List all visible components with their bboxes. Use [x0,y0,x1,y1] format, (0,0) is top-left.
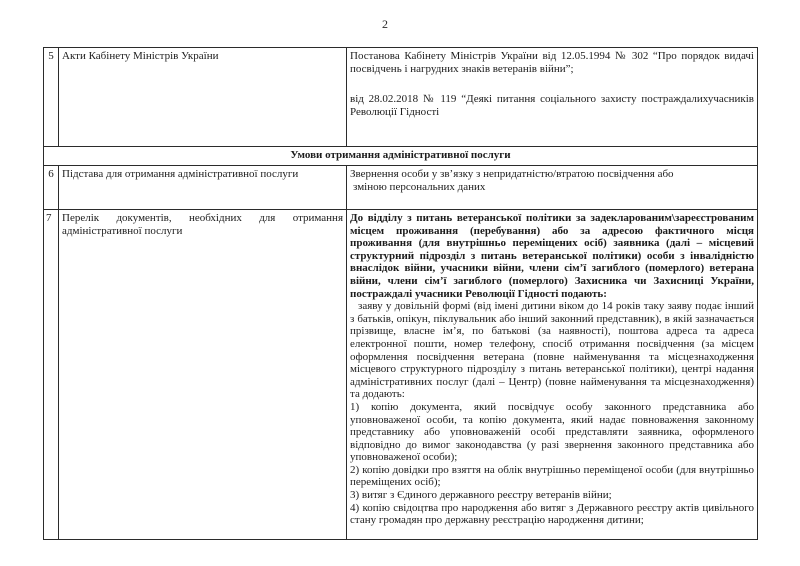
row7-label-cell [59,210,347,540]
row7-item-4: 4) копію свідоцтва про народження або витяг з Державного реєстру актів цивільного стану громадян про державну реєстрацію народження дитини; [350,501,754,527]
row7-application-paragraph: заяву у довільній формі (від імені дитини віком до 14 років таку заяву подає інший з батьків, опікун, піклувальник або інший законний представник), в якій зазначається прізвище, власне ім’я, по батькові (за наявності), поштова адреса та адреса електронної пошти, номер телефону, спосіб отримання посвідчення (за місцем оформлення посвідчення ветерана (повне найменування та місцезнаходження місцевого структурного підрозділу з питань ветеранської політики), центрі надання адміністративних послуг (далі – Центр) (повне найменування та місцезнаходження) та додають: [350,300,754,401]
row6-line-2: зміною персональних даних [353,180,486,193]
section-header-row [44,147,758,166]
row7-item-2: 2) копію довідки про взяття на облік внутрішньо переміщеної особи (для внутрішньо переміщених осіб); [350,463,754,489]
row7-label: Перелік документів, необхідних для отримання адміністративної послуги [62,212,343,237]
row5-number-cell: 5 [44,48,59,147]
section-header: Умови отримання адміністративної послуги [44,147,758,166]
row5-label: Акти Кабінету Міністрів України [62,50,219,62]
row7-item-1: 1) копію документа, який посвідчує особу законного представника або уповноваженої особи, та копію документа, який надає повноваження законному представнику або уповноваженій особі представляти заявника, оформленого відповідно до вимог законодавства (у разі звернення законного представника або уповноваженої особи); [350,400,754,464]
row7-bold-intro: До відділу з питань ветеранської політики за задекларованим\зареєстрованим місцем проживання (перебування) або за адресою фактичного місця проживання (для внутрішньо переміщених осіб) заявника (далі – місцевий структурний підрозділ з питань ветеранської політики) особи з інвалідністю внаслідок війни, учасники війни, члени сім’ї загиблого (померлого) ветерана війни, члени сім’ї загиблого (померлого) Захисника чи Захисниці України, постраждалі учасники Революції Гідності подають: [350,212,754,300]
row6-content-cell [347,166,758,210]
table-row-7 [44,210,758,540]
row7-content-cell [347,210,758,540]
table-row-6 [44,166,758,210]
table-row-5 [44,48,758,147]
row5-paragraph-2: від 28.02.2018 № 119 “Деякі питання соціального захисту постраждалихучасників Революції Гідності [350,93,754,118]
row6-line-1: Звернення особи у зв’язку з непридатністю/втратою посвідчення або [350,168,674,180]
page-number: 2 [382,17,388,31]
row6-label-cell [59,166,347,210]
row6-label: Підстава для отримання адміністративної послуги [62,168,299,180]
document-table [43,47,758,540]
row5-label-cell [59,48,347,147]
row5-paragraph-1: Постанова Кабінету Міністрів України від 12.05.1994 № 302 “Про порядок видачі посвідчень і нагрудних знаків ветеранів війни”; [350,50,754,75]
row7-number-cell: 7 [44,210,59,540]
row7-item-3: 3) витяг з Єдиного державного реєстру ветеранів війни; [350,489,612,502]
row5-content-cell [347,48,758,147]
row6-number-cell: 6 [44,166,59,210]
